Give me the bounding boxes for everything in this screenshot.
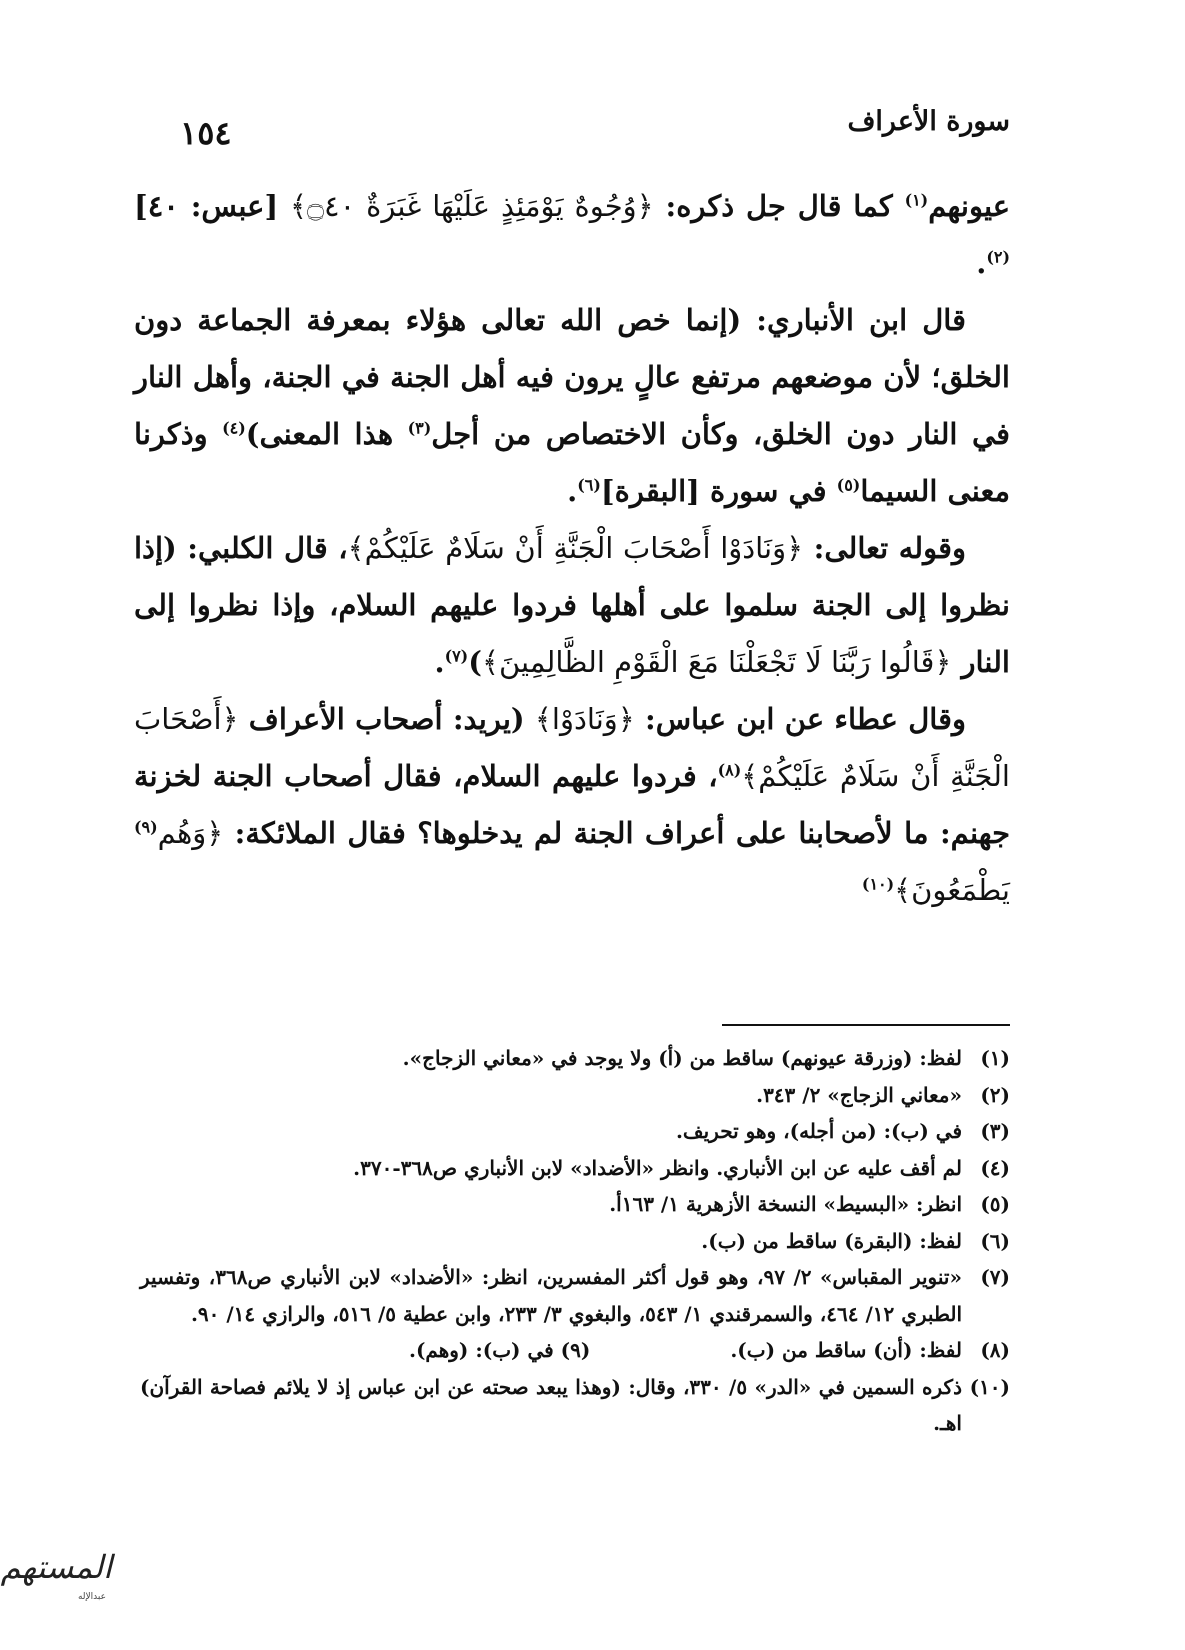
footnote-1: (١) لفظ: (وزرقة عيونهم) ساقط من (أ) ولا يوجد في «معاني الزجاج». bbox=[402, 1046, 1010, 1070]
footnote-ref: (٣) bbox=[407, 418, 432, 438]
paragraph-3: وقوله تعالى: ﴿وَنَادَوْا أَصْحَابَ الْجَنَّةِ أَنْ سَلَامٌ عَلَيْكُمْ﴾، قال الكلبي: (إذا نظروا إلى الجنة سلموا على أهلها فردوا عليهم السلام، وإذا نظروا إلى النار ﴿قَالُوا رَبَّنَا لَا تَجْعَلْنَا مَعَ الْقَوْمِ الظَّالِمِينَ﴾)$^{(٧)}$. bbox=[134, 531, 1010, 679]
page-number: ١٥٤ bbox=[180, 114, 232, 152]
quran-verse: ﴿وُجُوهٌ يَوْمَئِذٍ عَلَيْهَا غَبَرَةٌ ۝٤٠﴾ bbox=[290, 189, 654, 223]
main-text bbox=[134, 178, 1010, 919]
footnote-separator bbox=[722, 1024, 1010, 1026]
footnote-9-text: في (ب): (وهم). bbox=[408, 1338, 554, 1362]
page-header bbox=[180, 100, 1010, 160]
footnote-8-text: لفظ: (أن) ساقط من (ب). bbox=[730, 1338, 962, 1362]
footnote-3: (٣) في (ب): (من أجله)، وهو تحريف. bbox=[675, 1119, 1010, 1143]
footnote-ref: (٦) bbox=[577, 475, 601, 495]
footnote-ref: (١٠) bbox=[861, 874, 895, 894]
quran-verse: ﴿وَنَادَوْا أَصْحَابَ الْجَنَّةِ أَنْ سَلَامٌ عَلَيْكُمْ﴾ bbox=[347, 531, 804, 565]
quran-verse: ﴿أَصْحَابَ الْجَنَّةِ أَنْ سَلَامٌ عَلَيْكُمْ﴾ bbox=[134, 702, 1010, 793]
footnote-5: (٥) انظر: «البسيط» النسخة الأزهرية ١/ ١٦٣أ. bbox=[609, 1192, 1010, 1216]
paragraph-1: عيونهم$^{(١)}$ كما قال جل ذكره: ﴿وُجُوهٌ يَوْمَئِذٍ عَلَيْهَا غَبَرَةٌ ۝٤٠﴾ [عبس: ٤٠]$^{(٢)}$. bbox=[134, 189, 1010, 280]
footnote-ref: (٩) bbox=[134, 817, 158, 837]
footnote-ref: (٥) bbox=[836, 475, 861, 495]
footnote-2: (٢) «معاني الزجاج» ٢/ ٣٤٣. bbox=[756, 1082, 1010, 1107]
paragraph-4: وقال عطاء عن ابن عباس: ﴿وَنَادَوْا﴾ (يريد: أصحاب الأعراف ﴿أَصْحَابَ الْجَنَّةِ أَنْ سَلَامٌ عَلَيْكُمْ﴾$^{(٨)}$، فردوا عليهم السلام، فقال أصحاب الجنة لخزنة جهنم: ما لأصحابنا على أعراف الجنة لم يدخلوها؟ فقال الملائكة: ﴿وَهُم$^{(٩)}$ يَطْمَعُونَ﴾$^{(١٠)}$ bbox=[134, 702, 1010, 907]
quran-verse: ﴿وَنَادَوْا﴾ bbox=[534, 702, 635, 736]
quran-verse: يَطْمَعُونَ﴾ bbox=[894, 873, 1010, 907]
logo-text: المستهم bbox=[0, 1548, 112, 1586]
paragraph-2: قال ابن الأنباري: (إنما خص الله تعالى هؤلاء بمعرفة الجماعة دون الخلق؛ لأن موضعهم مرتفع عالٍ يرون فيه أهل الجنة في الجنة، وأهل النار في النار دون الخلق، وكأن الاختصاص من أجل$^{(٣)}$ هذا المعنى)$^{(٤)}$ وذكرنا معنى السيما$^{(٥)}$ في سورة [البقرة]$^{(٦)}$. bbox=[134, 303, 1010, 508]
surah-title: سورة الأعراف bbox=[847, 106, 1010, 137]
footnote-ref: (٤) bbox=[222, 418, 246, 438]
publisher-logo bbox=[0, 1548, 112, 1628]
footnote-8-9: (٨) لفظ: (أن) ساقط من (ب).(٩) في (ب): (وهم). bbox=[408, 1338, 1010, 1362]
footnote-9-num: (٩) bbox=[560, 1338, 591, 1362]
footnote-ref: (١) bbox=[904, 190, 929, 210]
footnotes bbox=[140, 1040, 1010, 1442]
footnote-7: (٧) «تنوير المقباس» ٢/ ٩٧، وهو قول أكثر المفسرين، انظر: «الأضداد» لابن الأنباري ص٣٦٨، وتفسير الطبري ١٢/ ٤٦٤، والسمرقندي ١/ ٥٤٣، والبغوي ٣/ ٢٣٣، وابن عطية ٥/ ٥١٦، والرازي ١٤/ ٩٠. bbox=[140, 1265, 1010, 1326]
footnote-10: (١٠) ذكره السمين في «الدر» ٥/ ٣٣٠، وقال: (وهذا يبعد صحته عن ابن عباس إذ لا يلائم فصاحة القرآن) اهـ. bbox=[140, 1374, 1010, 1435]
footnote-ref: (٨) bbox=[717, 760, 742, 780]
logo-subtext: عبدالإله bbox=[77, 1592, 106, 1602]
quran-verse: ﴿وَهُم bbox=[157, 816, 224, 850]
footnote-ref: (٧) bbox=[444, 646, 469, 666]
footnote-ref: (٢) bbox=[986, 247, 1010, 267]
footnote-4: (٤) لم أقف عليه عن ابن الأنباري. وانظر «الأضداد» لابن الأنباري ص٣٦٨-٣٧٠. bbox=[353, 1155, 1010, 1180]
quran-verse: ﴿قَالُوا رَبَّنَا لَا تَجْعَلْنَا مَعَ الْقَوْمِ الظَّالِمِينَ﴾ bbox=[481, 645, 952, 679]
footnote-6: (٦) لفظ: (البقرة) ساقط من (ب). bbox=[701, 1228, 1010, 1253]
